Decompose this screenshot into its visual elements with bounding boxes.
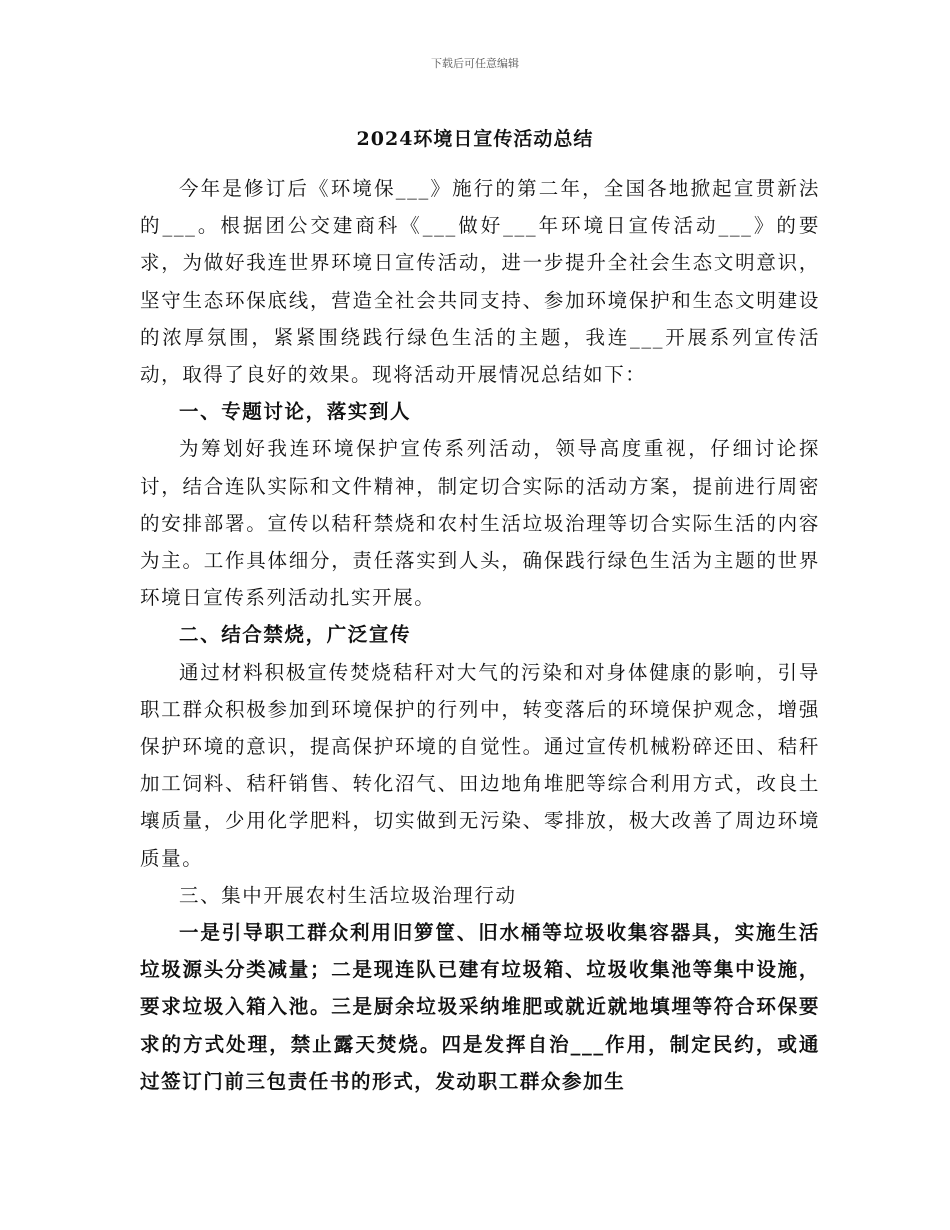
section-paragraph-1: 为筹划好我连环境保护宣传系列活动，领导高度重视，仔细讨论探讨，结合连队实际和文件精神，制定切合实际的活动方案，提前进行周密的安排部署。宣传以秸秆禁烧和农村生活垃圾治理等切合实际生活的内容为主。工作具体细分，责任落实到人头，确保践行绿色生活为主题的世界环境日宣传系列活动扎实开展。 xyxy=(140,437,820,610)
document-body xyxy=(140,170,820,1100)
header-note: 下载后可任意编辑 xyxy=(431,57,519,70)
document-title: 2024环境日宣传活动总结 xyxy=(356,128,594,150)
section-heading-2: 二、结合禁烧，广泛宣传 xyxy=(179,623,412,647)
section-paragraph-2: 通过材料积极宣传焚烧秸秆对大气的污染和对身体健康的影响，引导职工群众积极参加到环境保护的行列中，转变落后的环境保护观念，增强保护环境的意识，提高保护环境的自觉性。通过宣传机械粉碎还田、秸秆加工饲料、秸秆销售、转化沼气、田边地角堆肥等综合利用方式，改良土壤质量，少用化学肥料，切实做到无污染、零排放，极大改善了周边环境质量。 xyxy=(140,660,820,870)
section-heading-3: 三、集中开展农村生活垃圾治理行动 xyxy=(179,883,517,907)
section-heading-1: 一、专题讨论，落实到人 xyxy=(179,400,412,424)
intro-paragraph: 今年是修订后《环境保___》施行的第二年，全国各地掀起宣贯新法的___。根据团公交建商科《___做好___年环境日宣传活动___》的要求，为做好我连世界环境日宣传活动，进一步提升全社会生态文明意识，坚守生态环保底线，营造全社会共同支持、参加环境保护和生态文明建设的浓厚氛围，紧紧围绕践行绿色生活的主题，我连___开展系列宣传活动，取得了良好的效果。现将活动开展情况总结如下： xyxy=(140,177,820,387)
section-paragraph-3: 一是引导职工群众利用旧箩筐、旧水桶等垃圾收集容器具，实施生活垃圾源头分类减量；二是现连队已建有垃圾箱、垃圾收集池等集中设施，要求垃圾入箱入池。三是厨余垃圾采纳堆肥或就近就地填埋等符合环保要求的方式处理，禁止露天焚烧。四是发挥自治___作用，制定民约，或通过签订门前三包责任书的形式，发动职工群众参加生 xyxy=(140,921,820,1093)
